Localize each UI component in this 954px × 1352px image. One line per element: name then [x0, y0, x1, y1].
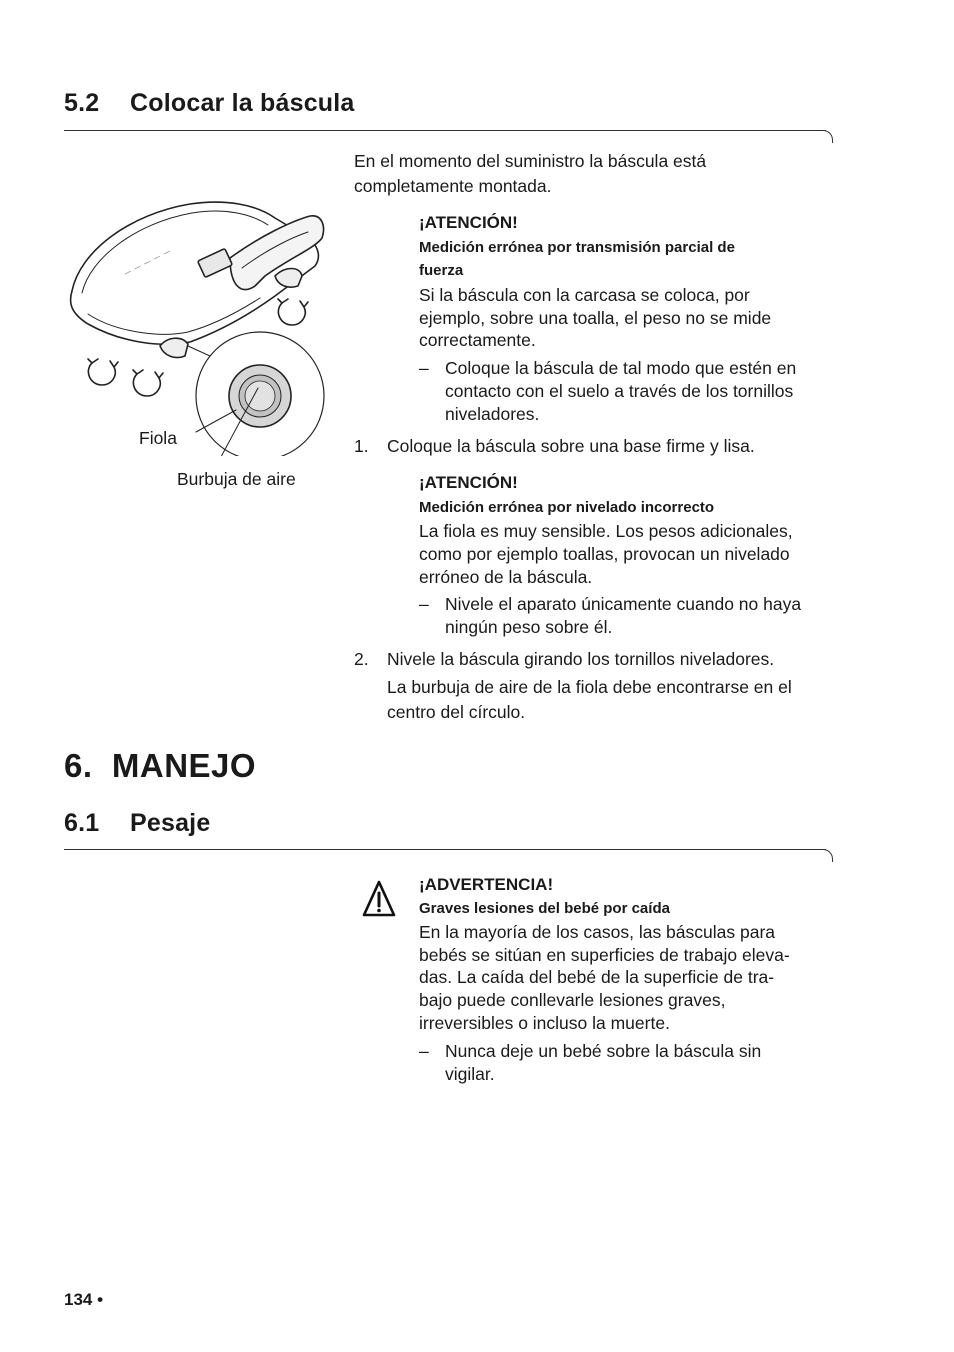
section-rule-hook [822, 849, 833, 862]
figure-label-burbuja: Burbuja de aire [177, 469, 296, 489]
attention-2-body-line2: como por ejemplo toallas, provocan un nivelado [419, 544, 790, 564]
intro-paragraph: En el momento del suministro la báscula está completamente montada. [354, 151, 707, 196]
scale-foot-right [275, 269, 302, 288]
warning-title: ¡ADVERTENCIA! [419, 875, 554, 894]
chapter-title: MANEJO [111, 747, 257, 784]
section-rule-hook [822, 130, 833, 143]
attention-2-subtitle: Medición errónea por nivelado incorrecto [419, 499, 715, 516]
step-1-number: 1. [354, 436, 369, 456]
section-heading-6-1 [64, 809, 210, 838]
chapter-number: 6. [64, 747, 93, 784]
section-number: 5.2 [64, 89, 100, 117]
rotate-arrow-right-icon [278, 299, 308, 325]
warning-body-line1: En la mayoría de los casos, las básculas para [419, 922, 776, 942]
attention-2-title: ¡ATENCIÓN! [419, 473, 518, 492]
step-2-detail-line1: La burbuja de aire de la fiola debe encontrarse en el [387, 677, 792, 697]
dash-bullet: – [419, 594, 429, 614]
section-number: 6.1 [64, 809, 100, 837]
chapter-heading-6 [64, 747, 256, 785]
dash-bullet: – [419, 1041, 429, 1061]
attention-2-list-item [419, 593, 839, 639]
figure-label-fiola: Fiola [139, 428, 177, 448]
step-2-number: 2. [354, 649, 369, 669]
rotate-arrow-center-icon [133, 370, 163, 396]
section-rule [64, 130, 826, 131]
section-heading-5-2 [64, 89, 355, 118]
scale-foot-front [160, 338, 188, 357]
section-title: Pesaje [130, 809, 211, 837]
attention-1-body-line3: correctamente. [419, 330, 536, 350]
warning-body-line4: bajo puede conllevarle lesiones graves, [419, 990, 726, 1010]
attention-1-item-line2: contacto con el suelo a través de los tornillos [445, 381, 794, 401]
attention-1-list-item [419, 357, 839, 427]
scale-display [198, 249, 233, 278]
attention-2-body-line3: erróneo de la báscula. [419, 567, 593, 587]
warning-subtitle: Graves lesiones del bebé por caída [419, 900, 670, 917]
warning-body-line2: bebés se sitúan en superficies de trabajo eleva- [419, 945, 790, 965]
step-1 [354, 434, 834, 459]
attention-1-item-line1: Coloque la báscula de tal modo que estén en [445, 358, 797, 378]
attention-1-subtitle-line2: fuerza [419, 262, 464, 279]
attention-1-body-line2: ejemplo, sobre una toalla, el peso no se mide [419, 308, 772, 328]
warning-triangle-icon [362, 880, 396, 918]
step-2-text: Nivele la báscula girando los tornillos niveladores. [387, 649, 775, 669]
page-number: 134 • [64, 1290, 104, 1309]
scale-tray-rim [88, 298, 260, 334]
attention-1-subtitle-line1: Medición errónea por transmisión parcial de [419, 239, 735, 256]
attention-1-item-line3: niveladores. [445, 404, 540, 424]
dash-bullet: – [419, 358, 429, 378]
step-2 [354, 647, 834, 725]
step-2-detail-line2: centro del círculo. [387, 702, 526, 722]
step-1-text: Coloque la báscula sobre una base firme y lisa. [387, 436, 755, 456]
attention-1-title: ¡ATENCIÓN! [419, 213, 518, 232]
warning-list-item [419, 1040, 839, 1086]
section-title: Colocar la báscula [130, 89, 355, 117]
air-bubble [245, 381, 275, 411]
scale-illustration [60, 196, 340, 456]
warning-item-line2: vigilar. [445, 1064, 495, 1084]
section-rule [64, 849, 826, 850]
attention-2-item-line2: ningún peso sobre él. [445, 617, 613, 637]
attention-1-body-line1: Si la báscula con la carcasa se coloca, por [419, 285, 750, 305]
warning-body-line3: das. La caída del bebé de la superficie de tra- [419, 967, 775, 987]
attention-2-body-line1: La fiola es muy sensible. Los pesos adicionales, [419, 521, 793, 541]
warning-item-line1: Nunca deje un bebé sobre la báscula sin [445, 1041, 762, 1061]
warning-body-line5: irreversibles o incluso la muerte. [419, 1013, 670, 1033]
attention-2-item-line1: Nivele el aparato únicamente cuando no haya [445, 594, 802, 614]
rotate-arrow-left-icon [88, 359, 118, 385]
